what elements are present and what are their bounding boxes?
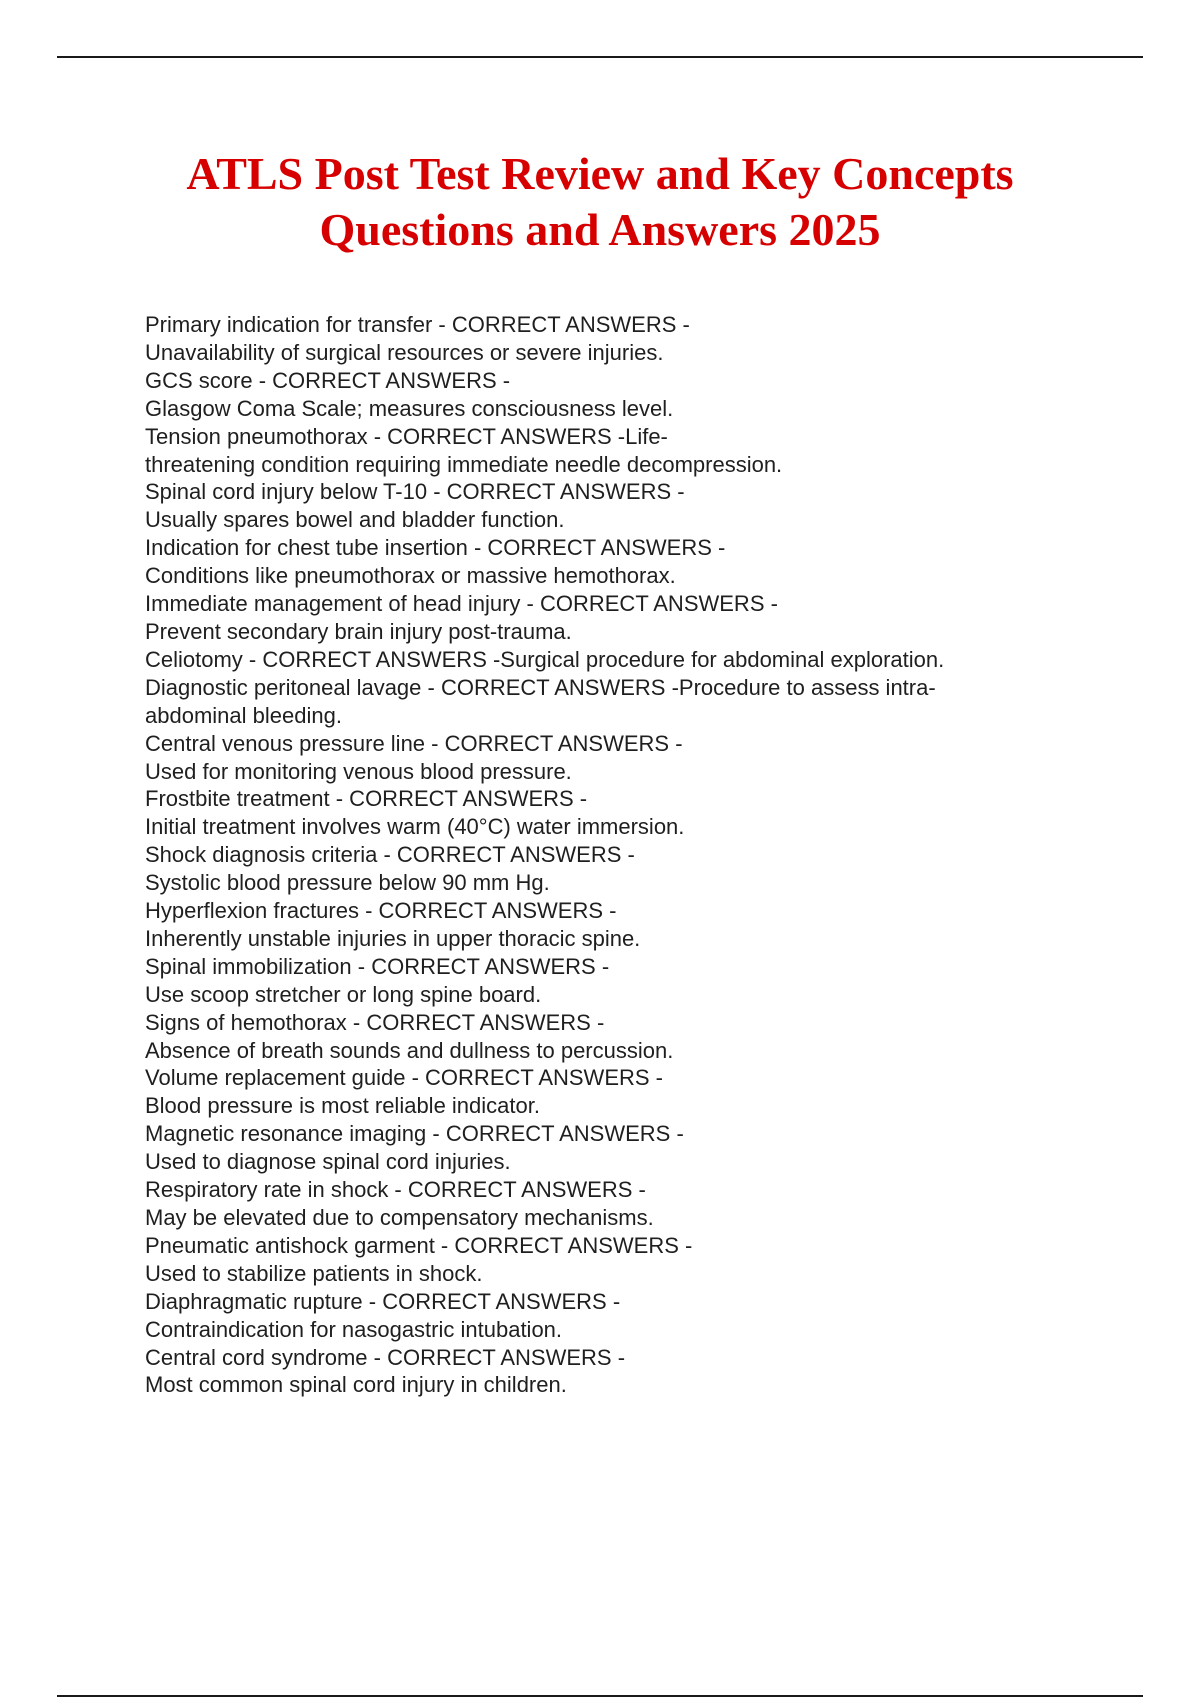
qa-answer-line: Conditions like pneumothorax or massive hemothorax. xyxy=(145,563,676,589)
qa-answer-line: Volume replacement guide - CORRECT ANSWERS - xyxy=(145,1065,663,1091)
qa-answer-line: Spinal immobilization - CORRECT ANSWERS - xyxy=(145,953,610,979)
qa-question-line: Initial treatment involves warm (40°C) water immersion. xyxy=(145,814,685,840)
qa-question-line: Indication for chest tube insertion - CORRECT ANSWERS - xyxy=(145,535,726,561)
qa-question-line: Systolic blood pressure below 90 mm Hg. xyxy=(145,870,550,896)
qa-question-line: Used to diagnose spinal cord injuries. xyxy=(145,1149,511,1175)
qa-question-line: abdominal bleeding. xyxy=(145,702,342,728)
qa-answer-line: Magnetic resonance imaging - CORRECT ANSWERS - xyxy=(145,1121,684,1147)
qa-answer-line: Shock diagnosis criteria - CORRECT ANSWERS - xyxy=(145,842,635,868)
qa-question-line: Absence of breath sounds and dullness to percussion. xyxy=(145,1037,674,1063)
qa-answer-line: Signs of hemothorax - CORRECT ANSWERS - xyxy=(145,1009,605,1035)
qa-question-line: Used to stabilize patients in shock. xyxy=(145,1260,483,1286)
qa-question-line: Spinal cord injury below T-10 - CORRECT ANSWERS - xyxy=(145,479,685,505)
qa-answer-line: Unavailability of surgical resources or severe injuries. xyxy=(145,339,664,365)
qa-answer-line: Diaphragmatic rupture - CORRECT ANSWERS - xyxy=(145,1288,621,1314)
title-line-1: ATLS Post Test Review and Key Concepts xyxy=(186,148,1014,199)
qa-question-line: Most common spinal cord injury in children. xyxy=(145,1372,567,1398)
qa-answer-line: Central cord syndrome - CORRECT ANSWERS - xyxy=(145,1344,626,1370)
qa-answer-line: Respiratory rate in shock - CORRECT ANSWERS - xyxy=(145,1177,646,1203)
qa-answer-line: Diagnostic peritoneal lavage - CORRECT ANSWERS -Procedure to assess intra- xyxy=(145,674,936,700)
qa-question-line: Celiotomy - CORRECT ANSWERS -Surgical procedure for abdominal exploration. xyxy=(145,646,945,672)
qa-answer-line: Glasgow Coma Scale; measures consciousness level. xyxy=(145,395,674,421)
qa-question-line: GCS score - CORRECT ANSWERS - xyxy=(145,367,511,393)
qa-question-line: Tension pneumothorax - CORRECT ANSWERS -Life- xyxy=(145,423,668,449)
title-line-2: Questions and Answers 2025 xyxy=(319,204,881,255)
qa-answer-line: Frostbite treatment - CORRECT ANSWERS - xyxy=(145,786,588,812)
qa-question-line: May be elevated due to compensatory mechanisms. xyxy=(145,1205,654,1230)
qa-question-line: Primary indication for transfer - CORRECT ANSWERS - xyxy=(145,312,690,337)
qa-answer-line: Prevent secondary brain injury post-trauma. xyxy=(145,618,572,644)
qa-answer-line: threatening condition requiring immediate needle decompression. xyxy=(145,451,783,477)
qa-answer-line: Central venous pressure line - CORRECT ANSWERS - xyxy=(145,730,683,756)
qa-question-line: Immediate management of head injury - CORRECT ANSWERS - xyxy=(145,591,778,617)
document-title xyxy=(0,146,1200,258)
qa-list xyxy=(145,311,1085,1399)
bottom-divider xyxy=(57,1695,1143,1697)
qa-answer-line: Pneumatic antishock garment - CORRECT ANSWERS - xyxy=(145,1232,693,1258)
qa-question-line: Inherently unstable injuries in upper thoracic spine. xyxy=(145,925,641,951)
top-divider xyxy=(57,56,1143,58)
qa-question-line: Contraindication for nasogastric intubation. xyxy=(145,1316,563,1342)
qa-answer-line: Usually spares bowel and bladder function. xyxy=(145,507,565,533)
qa-answer-line: Hyperflexion fractures - CORRECT ANSWERS - xyxy=(145,898,617,924)
qa-question-line: Blood pressure is most reliable indicator. xyxy=(145,1093,540,1119)
qa-question-line: Used for monitoring venous blood pressure. xyxy=(145,758,572,784)
qa-question-line: Use scoop stretcher or long spine board. xyxy=(145,981,542,1007)
